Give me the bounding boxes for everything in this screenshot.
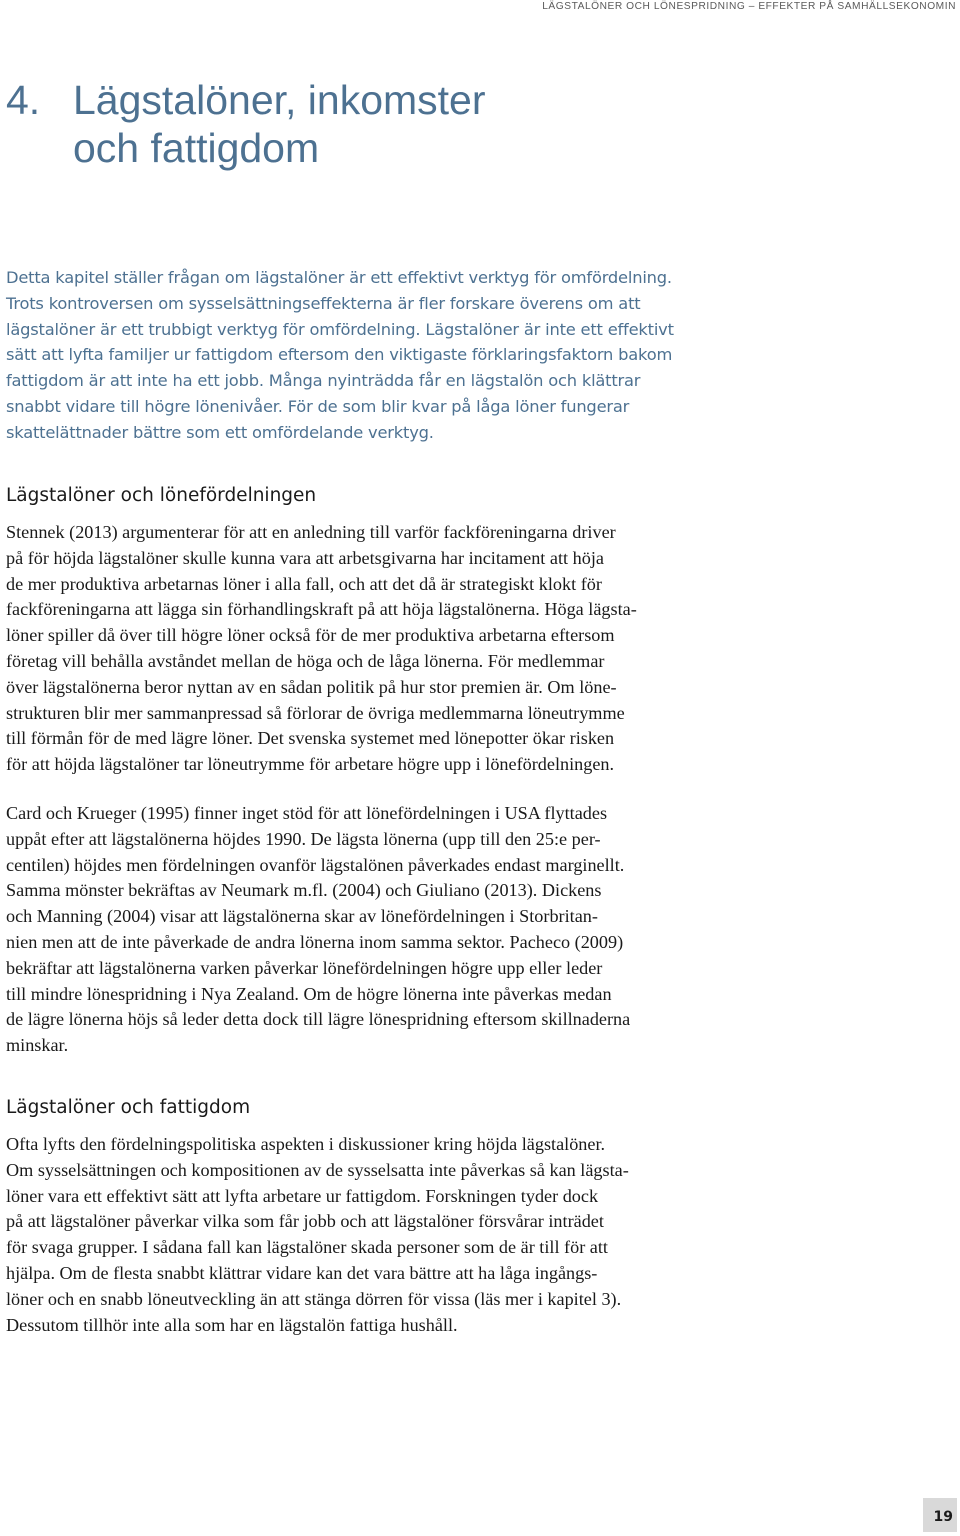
text-line: till mindre lönespridning i Nya Zealand. Om de högre lönerna inte påverkas medan: [6, 983, 612, 1004]
text-line: Samma mönster bekräftas av Neumark m.fl. (2004) och Giuliano (2013). Dickens: [6, 880, 602, 901]
text-line: centilen) höjdes men fördelningen ovanför lägstalönen påverkades endast marginellt.: [6, 854, 625, 875]
text-line: för svaga grupper. I sådana fall kan lägstalöner skada personer som de är till för att: [6, 1237, 608, 1258]
text-line: Card och Krueger (1995) finner inget stöd för att lönefördelningen i USA flyttades: [6, 803, 608, 823]
text-line: på för höjda lägstalöner skulle kunna vara att arbetsgivarna har incitament att höja: [6, 547, 604, 568]
intro-line: lägstalöner är ett trubbigt verktyg för omfördelning. Lägstalöner är inte ett effektivt: [6, 319, 674, 339]
text-line: Dessutom tillhör inte alla som har en lägstalön fattiga hushåll.: [6, 1314, 458, 1335]
intro-line: skattelättnader bättre som ett omfördelande verktyg.: [6, 422, 434, 442]
text-line: löner spiller då över till högre löner också för de mer produktiva arbetarna eftersom: [6, 625, 615, 646]
text-line: nien men att de inte påverkade de andra lönerna inom samma sektor. Pacheco (2009): [6, 931, 624, 952]
text-line: företag vill behålla avståndet mellan de höga och de låga lönerna. För medlemmar: [6, 650, 605, 671]
text-line: Ofta lyfts den fördelningspolitiska aspekten i diskussioner kring höjda lägstalöner.: [6, 1134, 606, 1154]
text-line: Stennek (2013) argumenterar för att en anledning till varför fackföreningarna driver: [6, 522, 616, 542]
text-line: Om sysselsättningen och kompositionen av de sysselsatta inte påverkas så kan lägsta-: [6, 1159, 629, 1180]
text-line: löner vara ett effektivt sätt att lyfta arbetare ur fattigdom. Forskningen tyder dock: [6, 1185, 599, 1206]
section-heading-lonefordelningen: Lägstalöner och lönefördelningen: [6, 485, 317, 506]
chapter-number: 4.: [6, 77, 41, 123]
chapter-title-line-1: Lägstalöner, inkomster: [73, 77, 486, 123]
text-line: uppåt efter att lägstalönerna höjdes 1990. De lägsta lönerna (upp till den 25:e per-: [6, 828, 601, 849]
text-line: bekräftar att lägstalönerna varken påverkar lönefördelningen högre upp eller leder: [6, 957, 603, 978]
body-paragraph: [6, 801, 936, 1059]
intro-paragraph: [6, 265, 936, 446]
text-line: löner och en snabb löneutveckling än att stänga dörren för vissa (läs mer i kapitel 3).: [6, 1288, 622, 1309]
intro-line: snabbt vidare till högre lönenivåer. För de som blir kvar på låga löner fungerar: [6, 396, 630, 416]
page-number: 19: [923, 1498, 957, 1532]
text-line: för att höjda lägstalöner tar löneutrymme för arbetare högre upp i lönefördelningen.: [6, 754, 615, 775]
body-paragraph: [6, 1132, 936, 1338]
text-line: över lägstalönerna beror nyttan av en sådan politik på hur stor premien är. Om löne-: [6, 676, 617, 697]
body-paragraph: [6, 520, 936, 778]
text-line: till förmån för de med lägre löner. Det svenska systemet med lönepotter ökar risken: [6, 728, 615, 749]
text-line: och Manning (2004) visar att lägstalönerna skar av lönefördelningen i Storbritan-: [6, 906, 598, 927]
running-header: LÄGSTALÖNER OCH LÖNESPRIDNING – EFFEKTER PÅ SAMHÄLLSEKONOMIN: [542, 1, 956, 12]
text-line: strukturen blir mer sammanpressad så förlorar de övriga medlemmarna löneutrymme: [6, 702, 625, 723]
text-line: på att lägstalöner påverkar vilka som får jobb och att lägstalöner försvårar inträdet: [6, 1211, 604, 1232]
text-line: fackföreningarna att lägga sin förhandlingskraft på att höja lägstalönerna. Höga lägsta-: [6, 599, 637, 620]
chapter-title: [6, 76, 486, 172]
intro-line: Trots kontroversen om sysselsättningseffekterna är fler forskare överens om att: [6, 293, 641, 313]
text-line: hjälpa. Om de flesta snabbt klättrar vidare kan det vara bättre att ha låga ingångs-: [6, 1262, 598, 1283]
intro-line: Detta kapitel ställer frågan om lägstalöner är ett effektivt verktyg för omfördelning.: [6, 268, 672, 287]
text-line: minskar.: [6, 1035, 69, 1056]
chapter-title-line-2: och fattigdom: [73, 125, 320, 171]
text-line: de mer produktiva arbetarnas löner i alla fall, och att det då är strategiskt klokt för: [6, 573, 602, 594]
intro-line: sätt att lyfta familjer ur fattigdom eftersom den viktigaste förklaringsfaktorn bakom: [6, 345, 673, 365]
text-line: de lägre lönerna höjs så leder detta dock till lägre lönespridning eftersom skillnaderna: [6, 1009, 631, 1030]
intro-line: fattigdom är att inte ha ett jobb. Många nyinträdda får en lägstalön och klättrar: [6, 371, 641, 391]
section-heading-fattigdom: Lägstalöner och fattigdom: [6, 1097, 251, 1118]
